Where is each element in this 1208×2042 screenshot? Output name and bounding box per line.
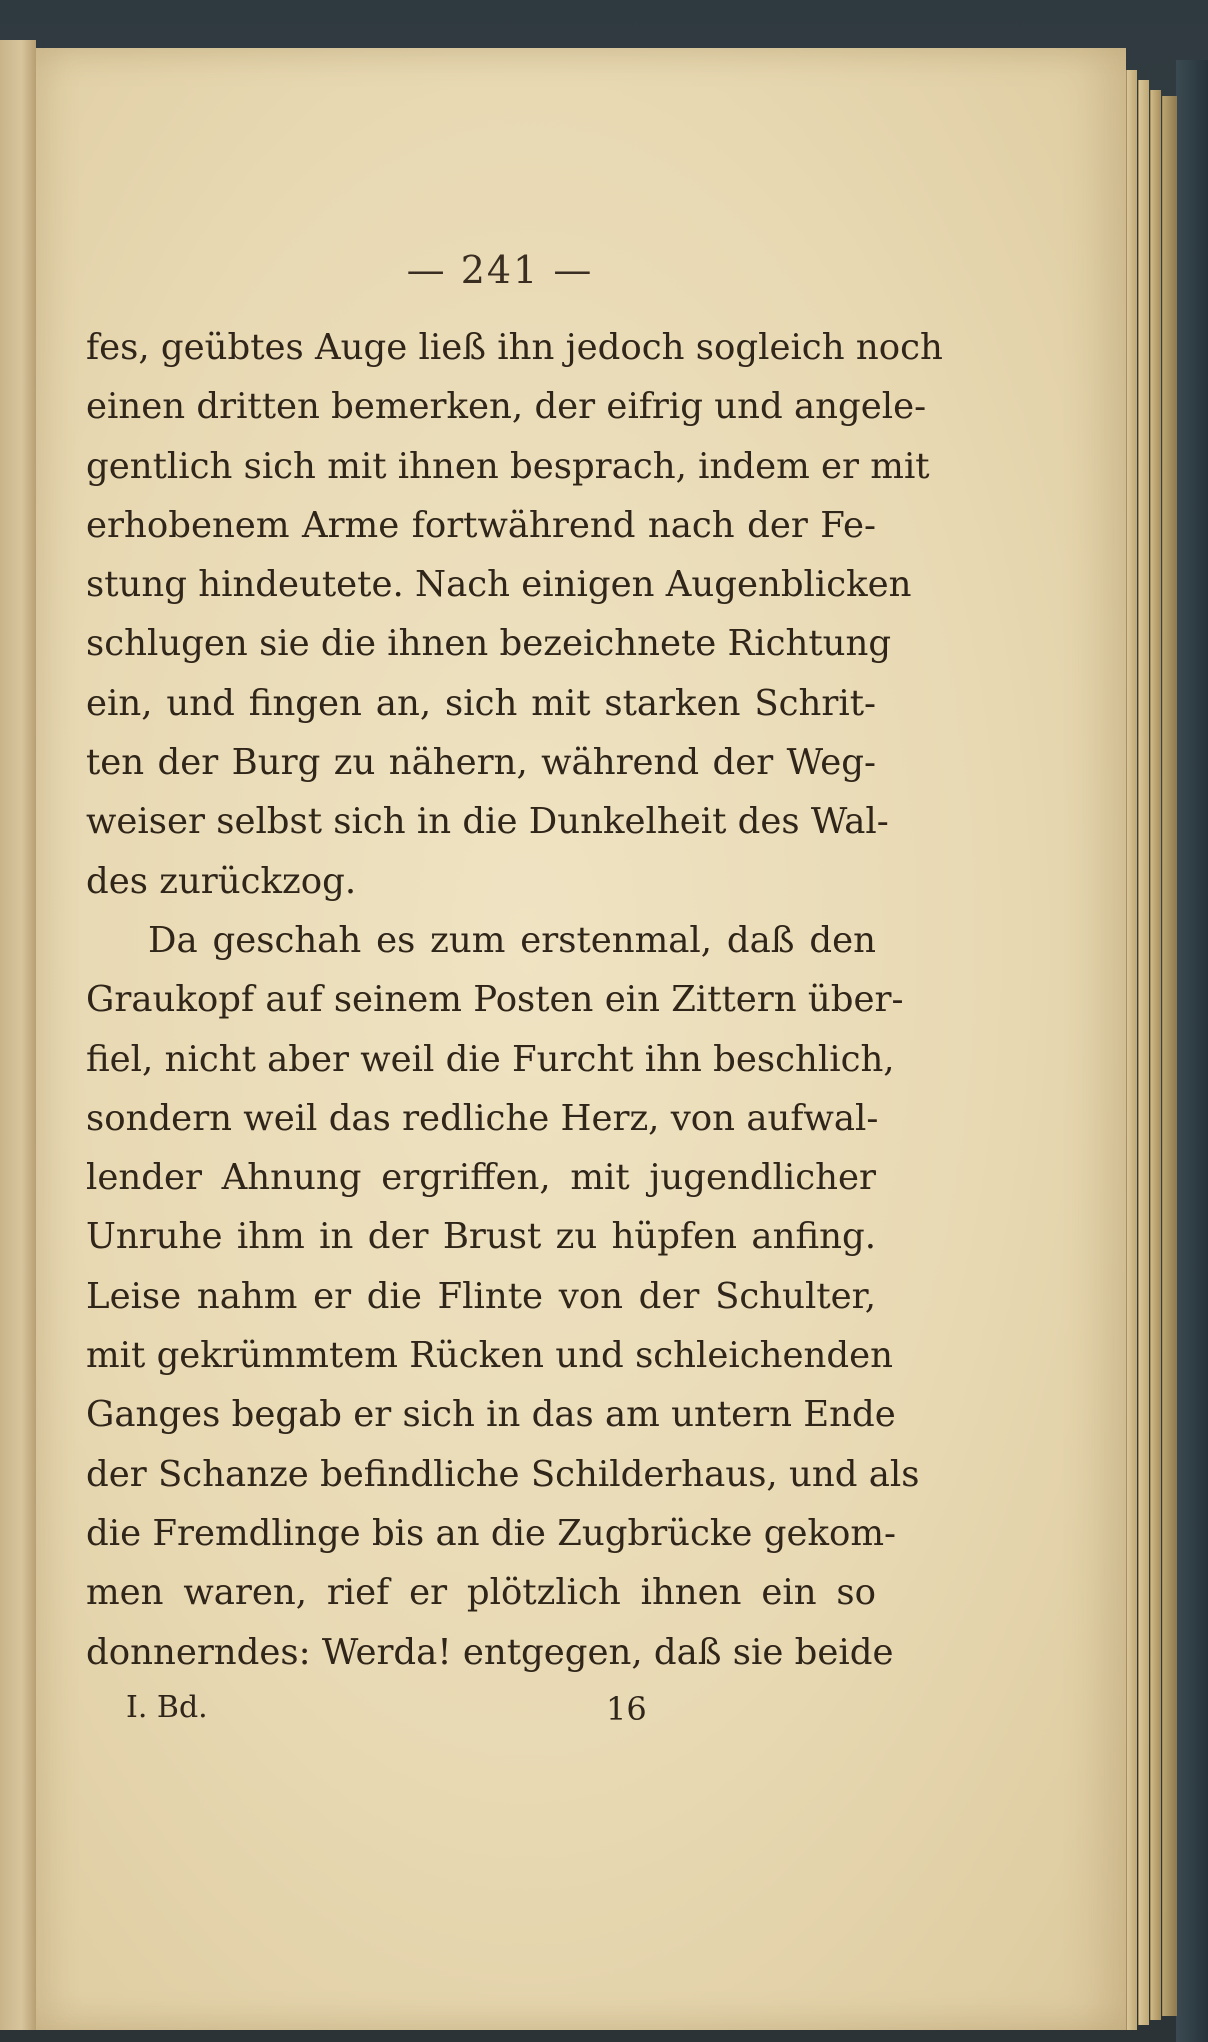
text-line: mit gekrümmtem Rücken und schleichenden — [86, 1335, 893, 1377]
text-line: schlugen sie die ihnen bezeichnete Richtung — [86, 623, 892, 665]
text-line: ein, und fingen an, sich mit starken Schrit- — [86, 682, 876, 724]
body-text — [86, 318, 943, 1682]
text-line: men waren, rief er plötzlich ihnen ein so — [86, 1572, 876, 1614]
facing-page-edge — [0, 40, 36, 2030]
page-number: — 241 — — [406, 248, 594, 292]
page-stack-edge — [1150, 90, 1161, 2020]
text-line: ten der Burg zu nähern, während der Weg- — [86, 742, 876, 784]
text-line: erhobenem Arme fortwährend nach der Fe- — [86, 504, 876, 546]
text-line: die Fremdlinge bis an die Zugbrücke gekom- — [86, 1512, 896, 1554]
page-stack-edge — [1138, 80, 1149, 2025]
text-line: Unruhe ihm in der Brust zu hüpfen anfing. — [86, 1216, 876, 1258]
text-line: der Schanze befindliche Schilderhaus, und als — [86, 1453, 920, 1495]
text-line: Da geschah es zum erstenmal, daß den — [148, 919, 876, 961]
page-stack-edge — [1126, 70, 1137, 2030]
text-line: fiel, nicht aber weil die Furcht ihn beschlich, — [86, 1038, 895, 1080]
text-line: weiser selbst sich in die Dunkelheit des Wal- — [86, 801, 889, 843]
text-line: stung hindeutete. Nach einigen Augenblicken — [86, 564, 912, 606]
text-line: sondern weil das redliche Herz, von aufwal- — [86, 1097, 879, 1139]
volume-mark: I. Bd. — [126, 1690, 208, 1725]
text-line: fes, geübtes Auge ließ ihn jedoch sogleich noch — [86, 327, 943, 368]
text-line: Graukopf auf seinem Posten ein Zittern über- — [86, 979, 904, 1021]
text-line: gentlich sich mit ihnen besprach, indem er mit — [86, 445, 930, 487]
text-line: einen dritten bemerken, der eifrig und angele- — [86, 386, 927, 428]
text-line: Leise nahm er die Flinte von der Schulter, — [86, 1275, 876, 1317]
text-line: des zurückzog. — [86, 860, 357, 902]
text-line: Ganges begab er sich in das am untern Ende — [86, 1394, 896, 1436]
printer-signature: 16 — [606, 1690, 647, 1728]
text-line: donnerndes: Werda! entgegen, daß sie beide — [86, 1631, 894, 1673]
page-stack-edge — [1162, 96, 1177, 2016]
book-cover-edge — [1176, 60, 1208, 2042]
text-line: lender Ahnung ergriffen, mit jugendlicher — [86, 1157, 876, 1199]
